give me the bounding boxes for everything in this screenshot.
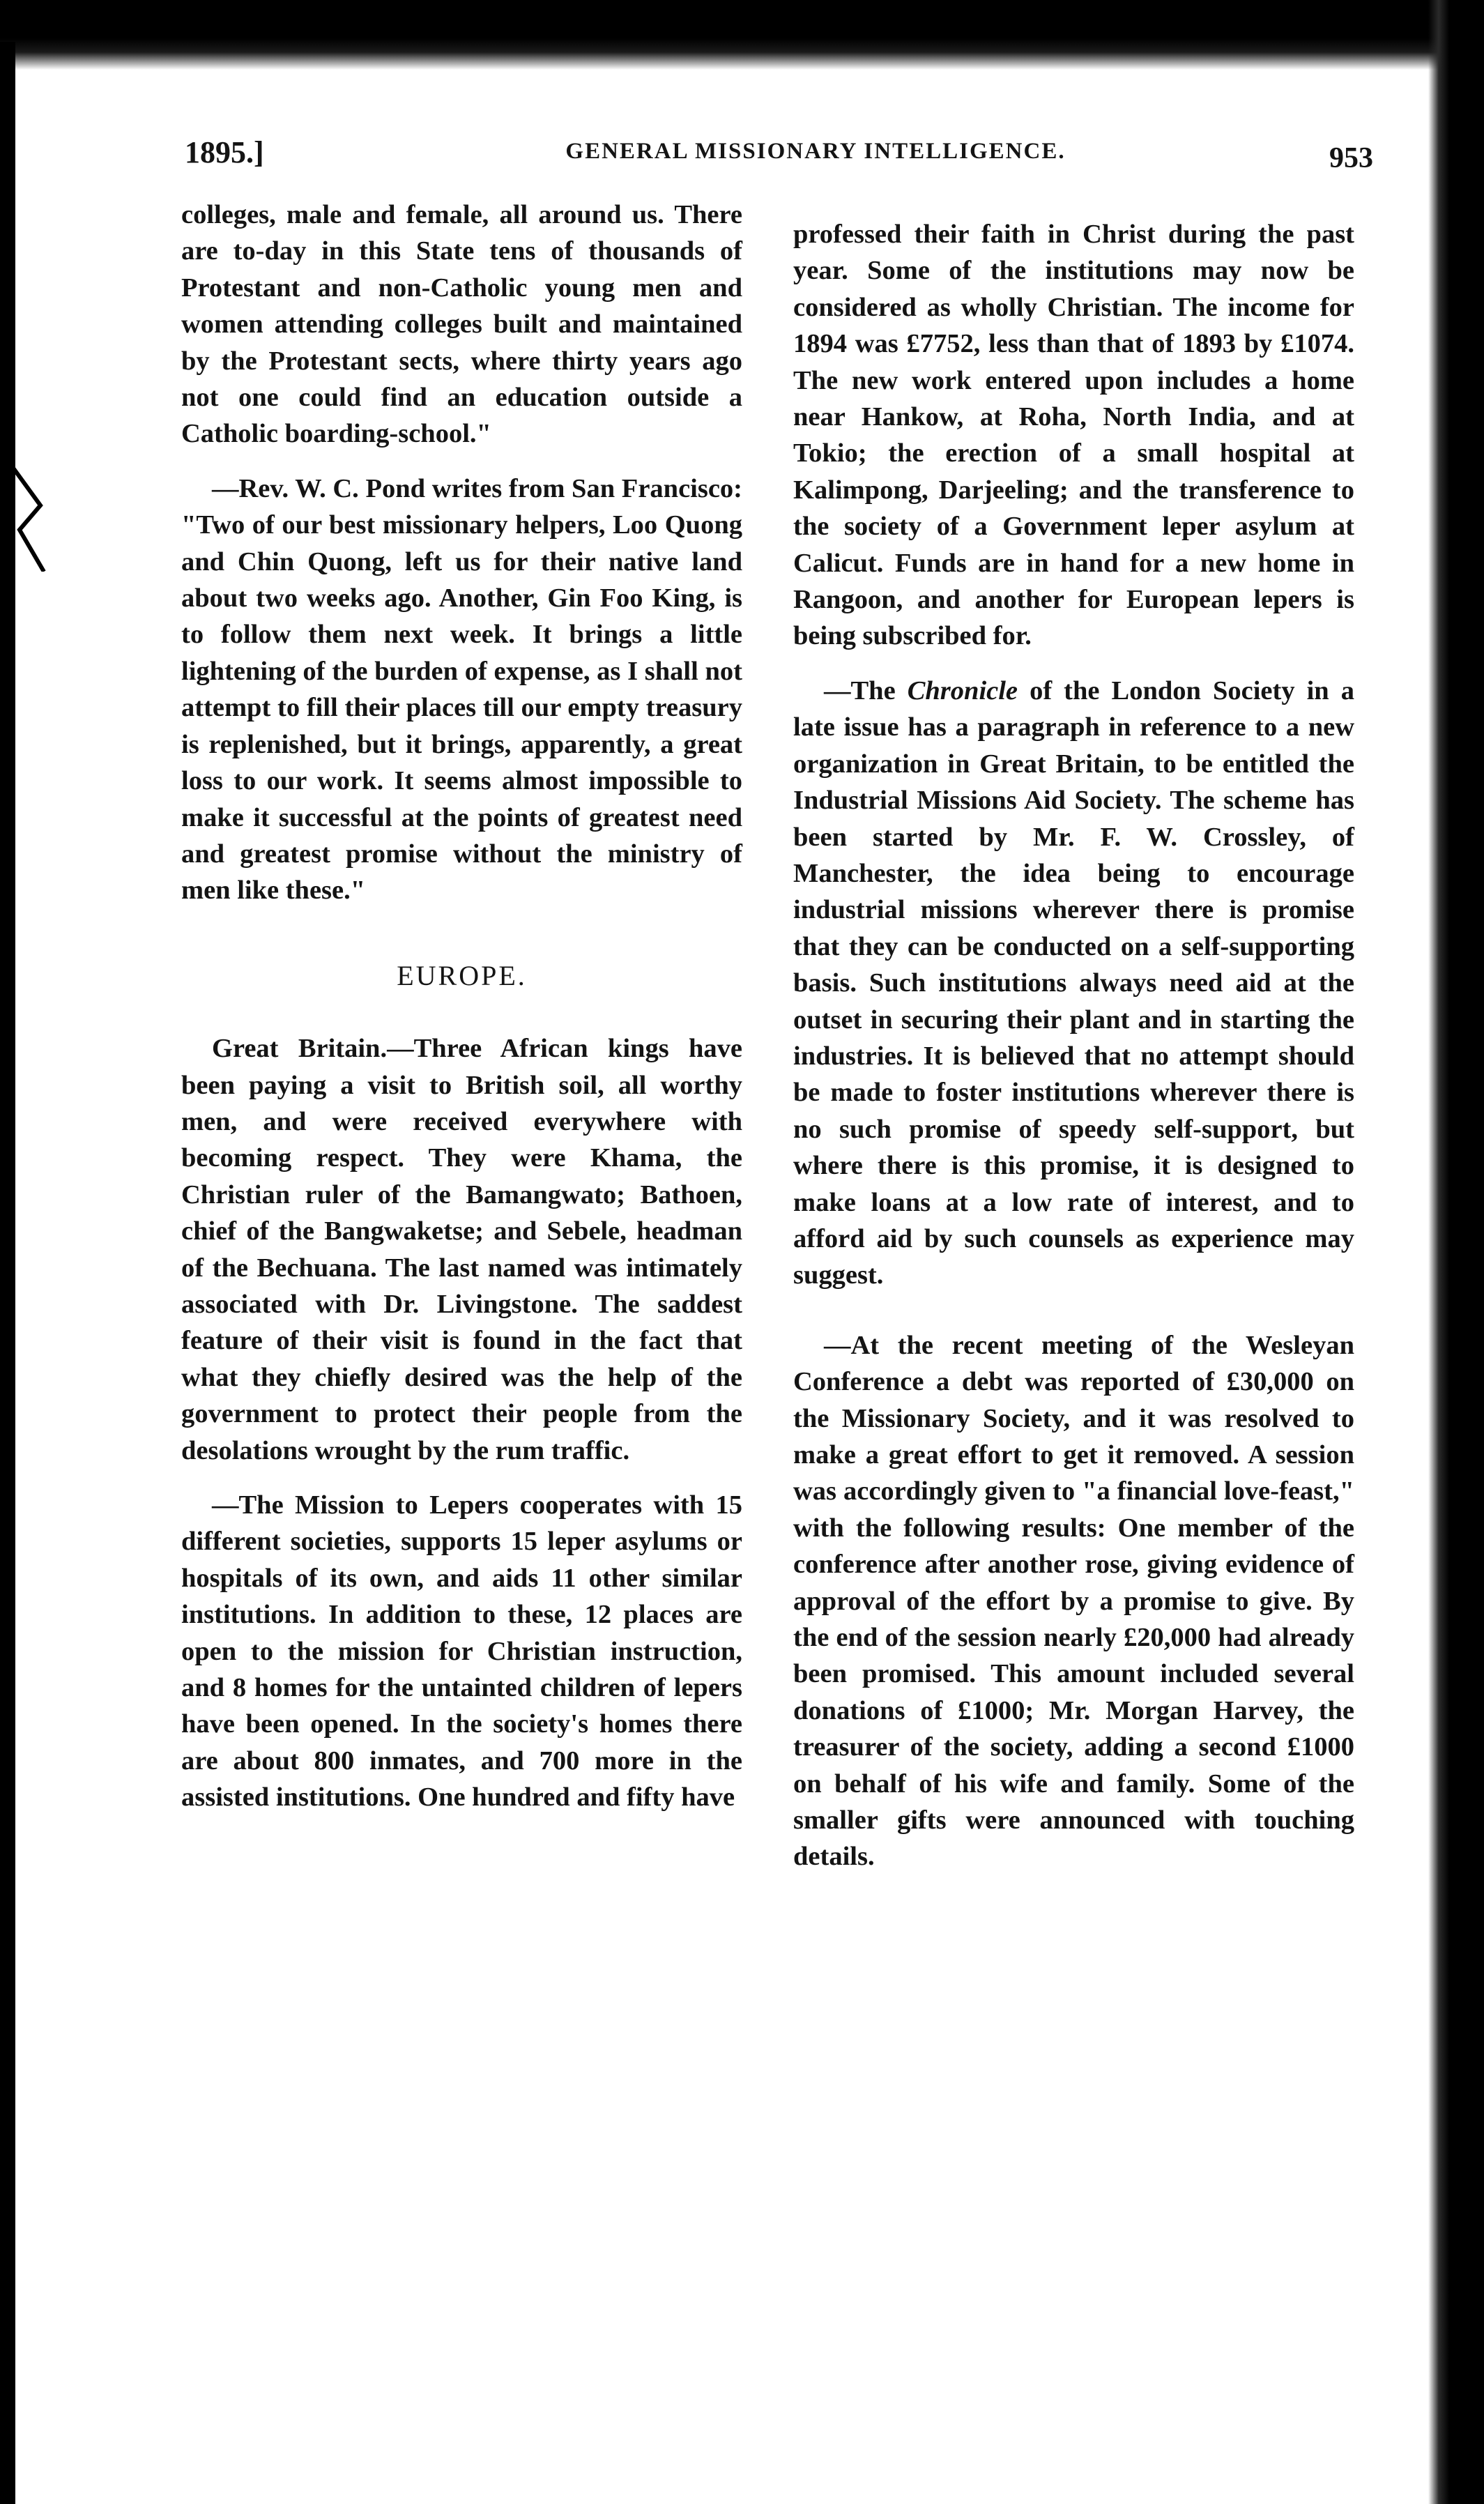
right-paragraph-1: professed their faith in Christ during the past year. Some of the institutions may now be considered as wholly Christian. The income for 1894 was £7752, less than that of 1893 by £1074. The new work entered upon includes a home near Hankow, at Roha, North India, and at Tokio; the erection of a small hospital at Kalimpong, Darjeeling; and the transference to the society of a Government leper asylum at Calicut. Funds are in hand for a new home in Rangoon, and another for European lepers is being subscribed for. (793, 220, 1354, 651)
header-page-number: 953 (1329, 142, 1373, 174)
right-paragraph-2-lead: —The (824, 675, 908, 705)
running-head (185, 122, 1373, 178)
left-paragraph-1: colleges, male and female, all around us. There are to-day in this State tens of thousands of Protestant and non-Catholic young men and women attending colleges built and maintained by the Protestant sects, where thirty years ago not one could find an education outside a Catholic boarding-school." (181, 200, 742, 449)
scan-edge-top (0, 0, 1484, 70)
left-column (181, 197, 742, 1816)
publication-title: Chronicle (907, 675, 1018, 705)
left-paragraph-3-text: —Three African kings have been paying a visit to British soil, all worthy men, and were received everywhere with becoming respect. They were Khama, the Christian ruler of the Bamangwato; Bathoen, chief of the Bangwaketse; and Sebele, headman of the Bechuana. The last named was intimately associated with Dr. Livingstone. The saddest feature of their visit is found in the fact that what they chiefly desired was the help of the government to protect their people from the desolations wrought by the rum traffic. (181, 1034, 742, 1465)
left-paragraph-4: —The Mission to Lepers cooperates with 15 different societies, supports 15 leper asylums or hospitals of its own, and aids 11 other similar institutions. In addition to these, 12 places are open to the mission for Christian instruction, and 8 homes for the untainted children of lepers have been opened. In the society's homes there are about 800 inmates, and 700 more in the assisted institutions. One hundred and fifty have (181, 1490, 742, 1812)
right-paragraph-2-text: of the London Society in a late issue has a paragraph in reference to a new organization in Great Britain, to be entitled the Industrial Missions Aid Society. The scheme has been started by Mr. F. W. Crossley, of Manchester, the idea being to encourage industrial missions wherever there is promise that they can be conducted on a self-supporting basis. Such institutions always need aid at the outset in securing their plant and in starting the industries. It is believed that no attempt should be made to foster institutions wherever there is no such promise of speedy self-support, but where there is this promise, it is designed to make loans at a low rate of interest, and to afford aid by such counsels as experience may suggest. (793, 675, 1354, 1290)
right-paragraph-3: —At the recent meeting of the Wesleyan Conference a debt was reported of £30,000 on the Missionary Society, and it was resolved to make a great effort to get it removed. A session was accordingly given to "a financial love-feast," with the following results: One member of the conference after another rose, giving evidence of approval of the effort by a promise to give. By the end of the session nearly £20,000 had already been promised. This amount included several donations of £1000; Mr. Morgan Harvey, the treasurer of the society, adding a second £1000 on behalf of his wife and family. Some of the smaller gifts were announced with touching details. (793, 1330, 1354, 1872)
scan-edge-right (1428, 0, 1484, 2504)
header-year: 1895.] (185, 135, 264, 169)
scan-edge-left (0, 42, 15, 2504)
scan-edge-notch (13, 467, 54, 572)
run-in-heading-great-britain: Great Britain. (212, 1034, 388, 1064)
right-paragraph-2 (793, 673, 1354, 1294)
section-heading-europe: EUROPE. (397, 959, 527, 991)
header-title: GENERAL MISSIONARY INTELLIGENCE. (565, 139, 1066, 164)
right-column (793, 216, 1354, 1875)
left-paragraph-2: —Rev. W. C. Pond writes from San Francisco: "Two of our best missionary helpers, Loo Quong and Chin Quong, left us for their native land about two weeks ago. Another, Gin Foo King, is to follow them next week. It brings a little lightening of the burden of expense, as I shall not attempt to fill their places till our empty treasury is replenished, but it brings, apparently, a great loss to our work. It seems almost impossible to make it successful at the points of greatest need and greatest promise without the ministry of men like these." (181, 473, 742, 906)
left-paragraph-3 (181, 1030, 742, 1469)
